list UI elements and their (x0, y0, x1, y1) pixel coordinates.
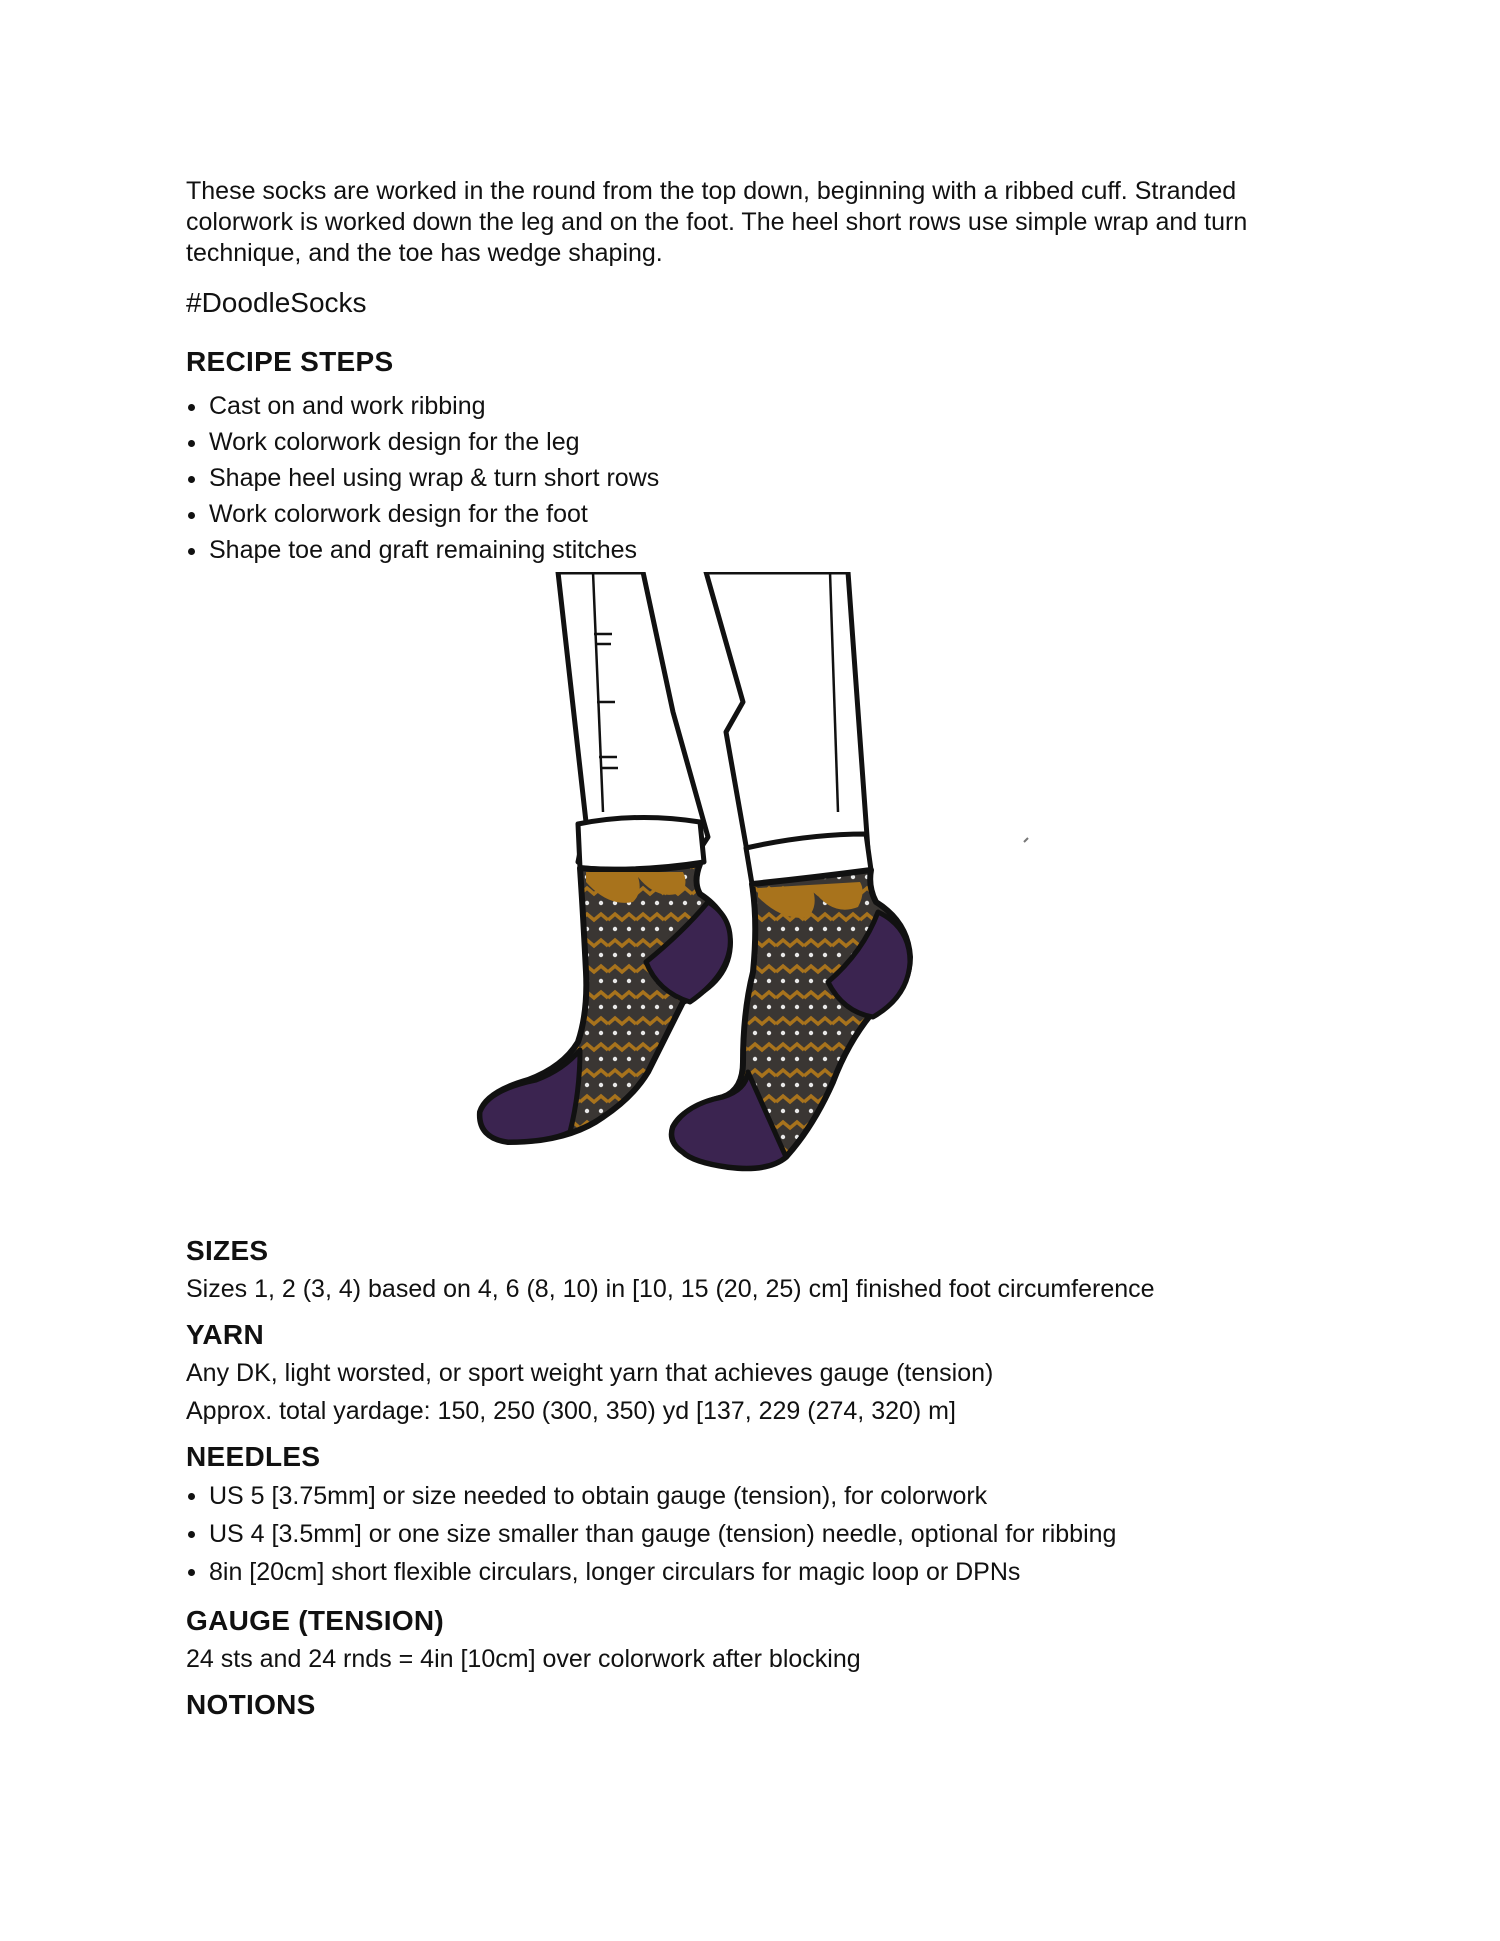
list-item: Shape toe and graft remaining stitches (186, 532, 1326, 568)
needles-heading: NEEDLES (186, 1441, 321, 1472)
gauge-heading: GAUGE (TENSION) (186, 1605, 445, 1636)
recipe-steps-list (186, 388, 1326, 568)
sizes-text: Sizes 1, 2 (3, 4) based on 4, 6 (8, 10) in [10, 15 (20, 25) cm] finished foot circumference (186, 1275, 1155, 1303)
gauge-text: 24 sts and 24 rnds = 4in [10cm] over colorwork after blocking (186, 1645, 861, 1673)
list-item: 8in [20cm] short flexible circulars, longer circulars for magic loop or DPNs (186, 1553, 1326, 1591)
document-top (186, 176, 1326, 568)
needles-list (186, 1477, 1326, 1591)
yarn-line-1: Any DK, light worsted, or sport weight yarn that achieves gauge (tension) (186, 1359, 994, 1387)
list-item: Work colorwork design for the leg (186, 424, 1326, 460)
list-item: US 5 [3.75mm] or size needed to obtain gauge (tension), for colorwork (186, 1477, 1326, 1515)
socks-illustration (468, 572, 1032, 1202)
notions-heading: NOTIONS (186, 1689, 316, 1720)
recipe-steps-heading: RECIPE STEPS (186, 346, 394, 377)
list-item: Cast on and work ribbing (186, 388, 1326, 424)
intro-paragraph: These socks are worked in the round from the top down, beginning with a ribbed cuff. Stranded colorwork is worked down the leg and on the foot. The heel short rows use simple wrap and turn technique, and the toe has wedge shaping. (186, 177, 1248, 267)
list-item: Work colorwork design for the foot (186, 496, 1326, 532)
yarn-heading: YARN (186, 1319, 264, 1350)
sizes-heading: SIZES (186, 1235, 269, 1266)
socks-illustration-icon (468, 572, 1032, 1202)
yarn-line-2: Approx. total yardage: 150, 250 (300, 350) yd [137, 229 (274, 320) m] (186, 1397, 956, 1425)
document-bottom (186, 1235, 1326, 1721)
list-item: Shape heel using wrap & turn short rows (186, 460, 1326, 496)
list-item: US 4 [3.5mm] or one size smaller than gauge (tension) needle, optional for ribbing (186, 1515, 1326, 1553)
hashtag: #DoodleSocks (186, 287, 367, 318)
